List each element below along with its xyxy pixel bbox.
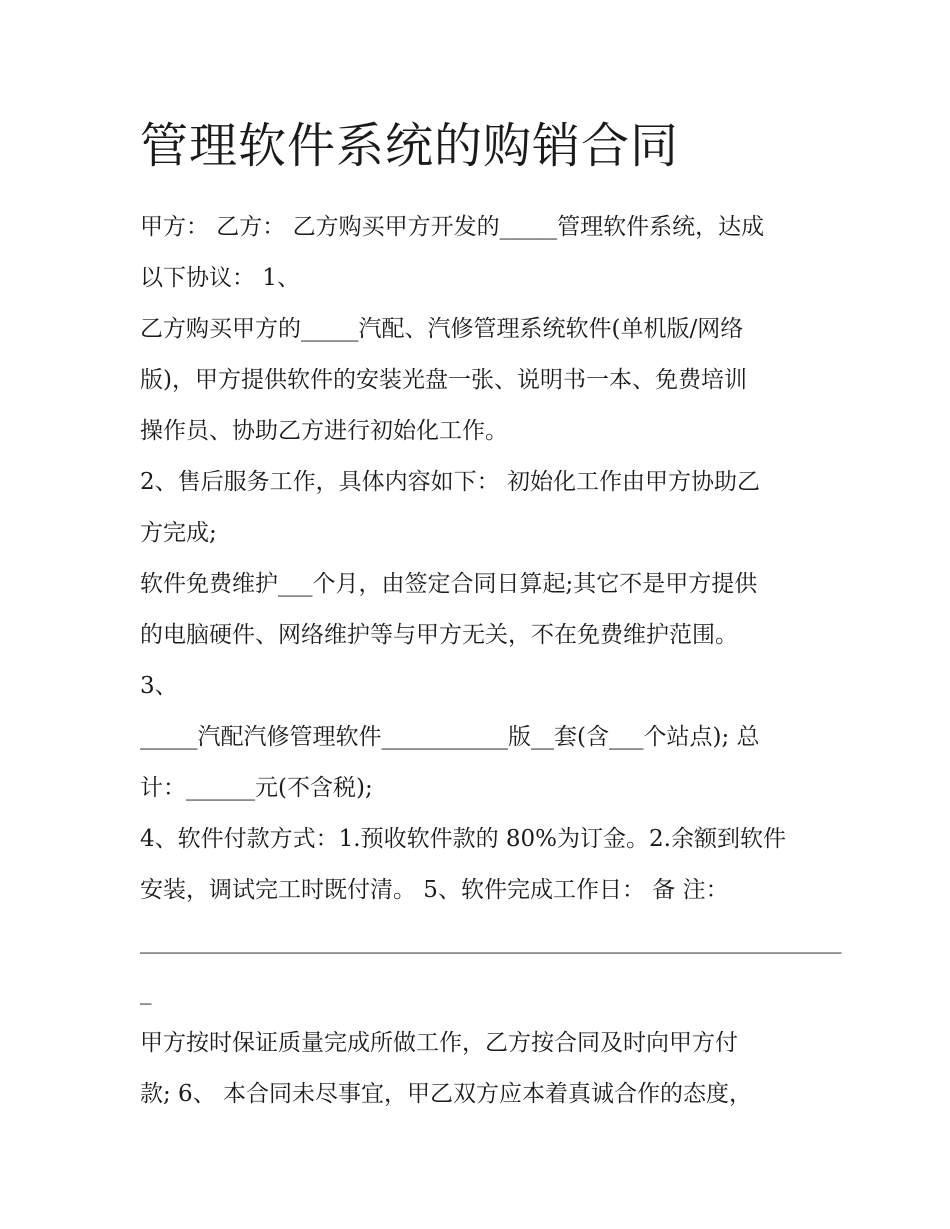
body-line: 款; 6、 本合同未尽事宜，甲乙双方应本着真诚合作的态度， (140, 1081, 753, 1107)
body-line: 甲方： 乙方： 乙方购买甲方开发的_____管理软件系统，达成 (140, 214, 765, 240)
contract-page (140, 112, 842, 1120)
remarks-underline: _____________________________________________________________ (140, 928, 842, 954)
body-line: 以下协议： 1、 (140, 265, 300, 291)
body-line: 甲方按时保证质量完成所做工作，乙方按合同及时向甲方付 (140, 1030, 738, 1056)
body-line: 方完成; (140, 520, 217, 546)
body-line: 软件免费维护___个月，由签定合同日算起;其它不是甲方提供 (140, 571, 758, 597)
body-line: 4、软件付款方式：1.预收软件款的 80%为订金。2.余额到软件 (140, 826, 786, 852)
document-title: 管理软件系统的购销合同 (140, 118, 680, 174)
body-line: 安装，调试完工时既付清。 5、软件完成工作日： 备 注： (140, 877, 729, 903)
body-line: 操作员、协助乙方进行初始化工作。 (140, 418, 508, 444)
remarks-underline-end: _ (140, 979, 152, 1005)
body-line: 3、 (140, 673, 178, 699)
body-line: 的电脑硬件、网络维护等与甲方无关，不在免费维护范围。 (140, 622, 738, 648)
body-line: _____汽配汽修管理软件___________版__套(含___个站点); 总 (140, 724, 760, 750)
body-line: 乙方购买甲方的_____汽配、汽修管理系统软件(单机版/网络 (140, 316, 744, 342)
body-line: 2、售后服务工作，具体内容如下： 初始化工作由甲方协助乙 (140, 469, 760, 495)
body-line: 计：______元(不含税); (140, 775, 373, 801)
contract-body (140, 202, 842, 1120)
body-line: 版)，甲方提供软件的安装光盘一张、说明书一本、免费培训 (140, 367, 747, 393)
